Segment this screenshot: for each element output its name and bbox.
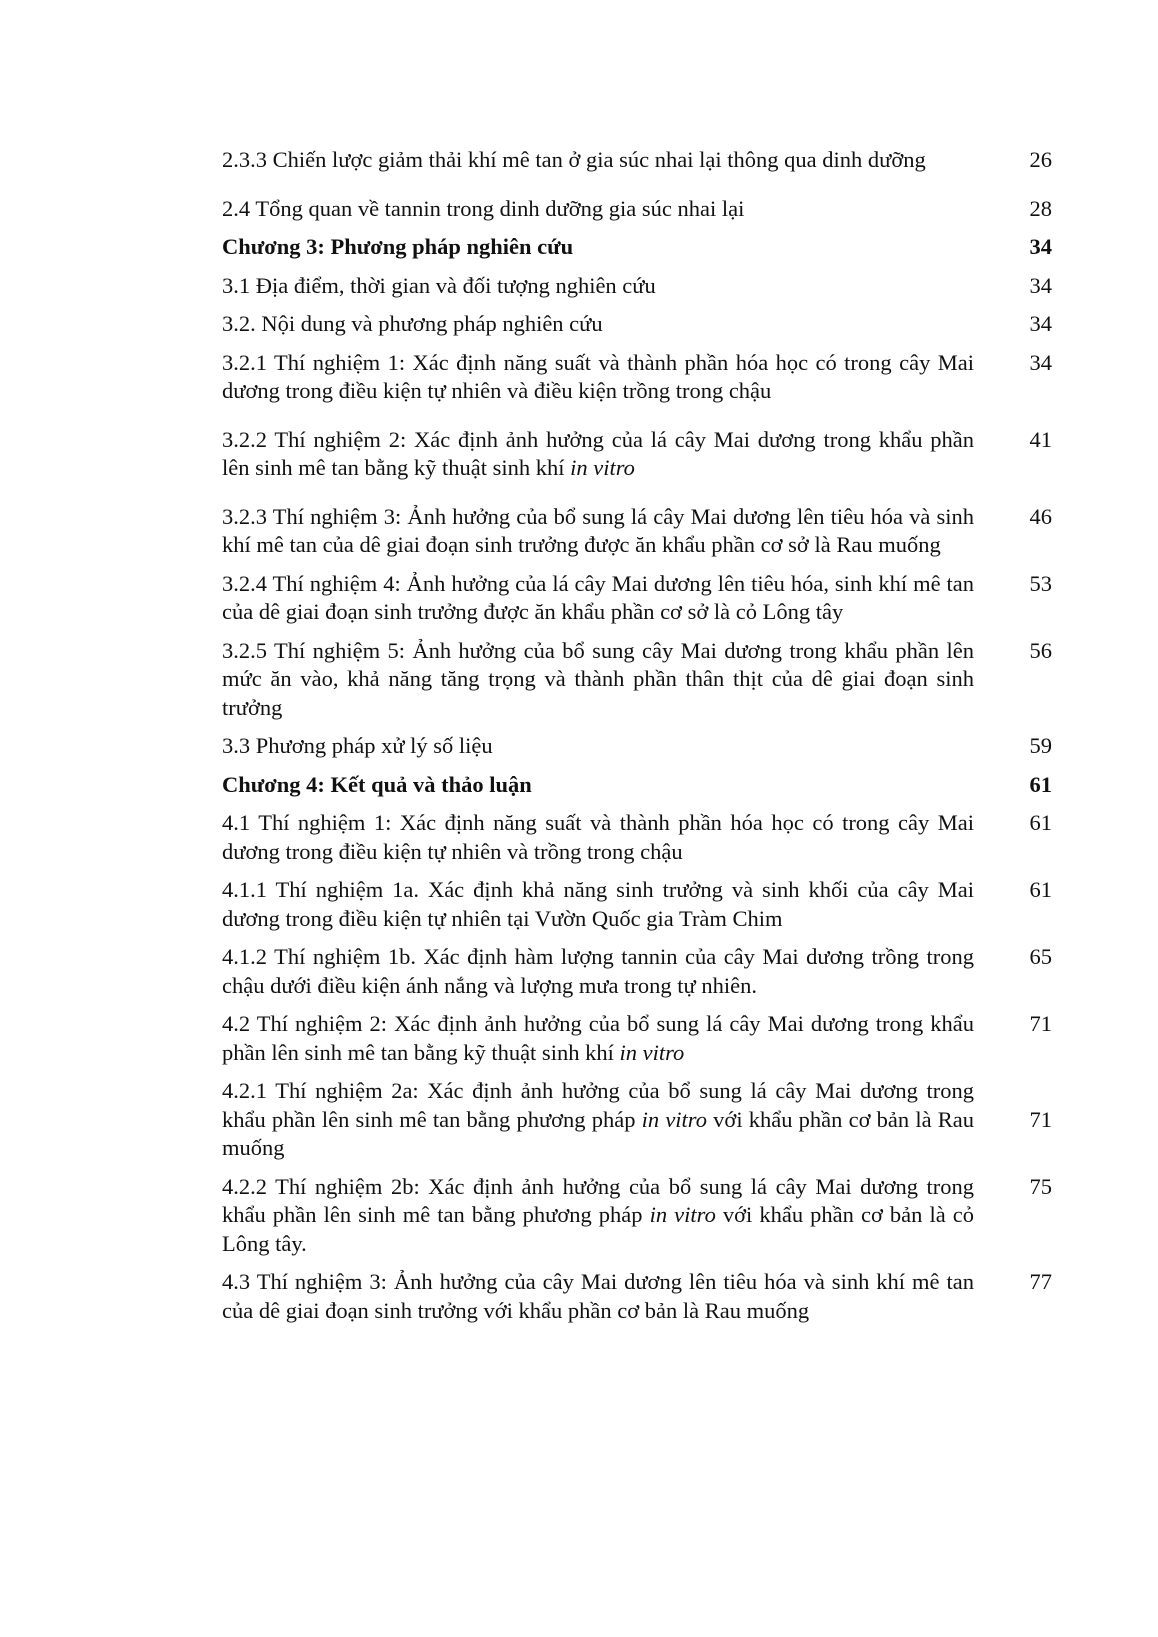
toc-entry-page: 34	[1029, 349, 1052, 375]
toc-entry-page: 41	[1029, 426, 1052, 452]
toc-title-italic: in vitro	[619, 1039, 685, 1065]
toc-title-italic: in vitro	[570, 455, 635, 480]
toc-entry-3-2-1	[222, 349, 1052, 406]
toc-chapter-3	[222, 233, 1052, 262]
toc-entry-title: 3.2.1 Thí nghiệm 1: Xác định năng suất và thành phần hóa học có trong cây Mai dương trong điều kiện tự nhiên và điều kiện trồng trong chậu	[222, 349, 974, 403]
toc-entry-title: 2.4 Tổng quan về tannin trong dinh dưỡng gia súc nhai lại	[222, 195, 745, 221]
toc-entry-4-3	[222, 1268, 1052, 1325]
toc-entry-page: 59	[1029, 733, 1052, 758]
toc-entry-page: 61	[1029, 771, 1052, 797]
toc-entry-3-2-3	[222, 503, 1052, 560]
toc-entry-title	[222, 1173, 974, 1259]
toc-entry-2-3-3	[222, 146, 1052, 175]
toc-entry-title: 4.1.1 Thí nghiệm 1a. Xác định khả năng sinh trưởng và sinh khối của cây Mai dương trong điều kiện tự nhiên tại Vườn Quốc gia Tràm Chim	[222, 877, 974, 931]
toc-title-text: 3.2.2 Thí nghiệm 2: Xác định ảnh hưởng của lá cây Mai dương trong khẩu phần lên sinh mê tan bằng kỹ thuật sinh khí	[222, 426, 974, 480]
toc-title-text: với khẩu phần cơ bản là cỏ Lông tây.	[222, 1202, 974, 1256]
toc-entry-page: 56	[1029, 637, 1052, 663]
toc-entry-title	[222, 1077, 974, 1163]
toc-entry-2-4	[222, 195, 1052, 224]
toc-entry-4-1-1	[222, 876, 1052, 933]
toc-title-text: 4.2.2 Thí nghiệm 2b: Xác định ảnh hưởng của bổ sung lá cây Mai dương trong khẩu phần lên sinh mê tan bằng phương pháp	[222, 1173, 974, 1227]
toc-entry-page: 61	[1029, 810, 1052, 835]
toc-entry-title: 3.2.4 Thí nghiệm 4: Ảnh hưởng của lá cây Mai dương lên tiêu hóa, sinh khí mê tan của dê giai đoạn sinh trưởng được ăn khẩu phần cơ sở là cỏ Lông tây	[222, 570, 974, 624]
table-of-contents	[222, 146, 1052, 1325]
toc-entry-4-1-2	[222, 943, 1052, 1000]
toc-entry-4-2	[222, 1010, 1052, 1067]
toc-title-italic: in vitro	[641, 1106, 707, 1132]
toc-title-text: với khẩu phần cơ bản là Rau muống	[222, 1106, 974, 1160]
toc-title-italic: in vitro	[649, 1202, 716, 1227]
toc-entry-page: 46	[1029, 503, 1052, 529]
toc-entry-title	[222, 1010, 974, 1067]
toc-entry-title: 3.3 Phương pháp xử lý số liệu	[222, 733, 493, 758]
toc-title-text: 4.2.1 Thí nghiệm 2a: Xác định ảnh hưởng của bổ sung lá cây Mai dương trong khẩu phần lên sinh mê tan bằng phương pháp	[222, 1078, 974, 1132]
toc-entry-page: 61	[1029, 877, 1052, 902]
toc-entry-title: 2.3.3 Chiến lược giảm thải khí mê tan ở gia súc nhai lại thông qua dinh dưỡng	[222, 147, 926, 172]
toc-entry-3-1	[222, 272, 1052, 301]
toc-entry-title	[222, 426, 974, 483]
toc-entry-page: 71	[1029, 1106, 1052, 1132]
toc-entry-title: 3.2. Nội dung và phương pháp nghiên cứu	[222, 311, 603, 336]
toc-chapter-4	[222, 771, 1052, 800]
toc-entry-page: 34	[1029, 272, 1052, 298]
toc-entry-title: Chương 4: Kết quả và thảo luận	[222, 771, 532, 797]
toc-entry-3-3	[222, 732, 1052, 761]
toc-entry-page: 71	[1029, 1011, 1052, 1036]
toc-entry-page: 53	[1029, 570, 1052, 596]
toc-entry-page: 34	[1029, 234, 1052, 259]
toc-entry-page: 26	[1029, 147, 1052, 172]
toc-entry-3-2-2	[222, 426, 1052, 483]
toc-entry-page: 28	[1029, 195, 1052, 221]
toc-entry-3-2-5	[222, 637, 1052, 723]
toc-entry-page: 34	[1029, 311, 1052, 336]
toc-entry-3-2-4	[222, 570, 1052, 627]
toc-title-text: 4.2 Thí nghiệm 2: Xác định ảnh hưởng của bổ sung lá cây Mai dương trong khẩu phần lên sinh mê tan bằng kỹ thuật sinh khí	[222, 1011, 974, 1065]
toc-entry-title: Chương 3: Phương pháp nghiên cứu	[222, 234, 574, 259]
toc-entry-title: 4.1.2 Thí nghiệm 1b. Xác định hàm lượng tannin của cây Mai dương trồng trong chậu dưới điều kiện ánh nắng và lượng mưa trong tự nhiên.	[222, 944, 974, 998]
toc-entry-title: 4.1 Thí nghiệm 1: Xác định năng suất và thành phần hóa học có trong cây Mai dương trong điều kiện tự nhiên và trồng trong chậu	[222, 810, 974, 864]
toc-entry-4-2-1	[222, 1077, 1052, 1163]
toc-entry-4-1	[222, 809, 1052, 866]
toc-entry-title: 4.3 Thí nghiệm 3: Ảnh hưởng của cây Mai dương lên tiêu hóa và sinh khí mê tan của dê giai đoạn sinh trưởng với khẩu phần cơ bản là Rau muống	[222, 1269, 974, 1323]
toc-entry-page: 65	[1029, 944, 1052, 969]
toc-entry-4-2-2	[222, 1173, 1052, 1259]
toc-entry-title: 3.2.5 Thí nghiệm 5: Ảnh hưởng của bổ sung cây Mai dương trong khẩu phần lên mức ăn vào, khả năng tăng trọng và thành phần thân thịt của dê giai đoạn sinh trưởng	[222, 637, 974, 720]
toc-entry-page: 75	[1029, 1173, 1052, 1199]
toc-entry-title: 3.2.3 Thí nghiệm 3: Ảnh hưởng của bổ sung lá cây Mai dương lên tiêu hóa và sinh khí mê tan của dê giai đoạn sinh trưởng được ăn khẩu phần cơ sở là Rau muống	[222, 503, 974, 557]
toc-entry-3-2	[222, 310, 1052, 339]
toc-entry-title: 3.1 Địa điểm, thời gian và đối tượng nghiên cứu	[222, 272, 656, 298]
toc-entry-page: 77	[1029, 1269, 1052, 1294]
